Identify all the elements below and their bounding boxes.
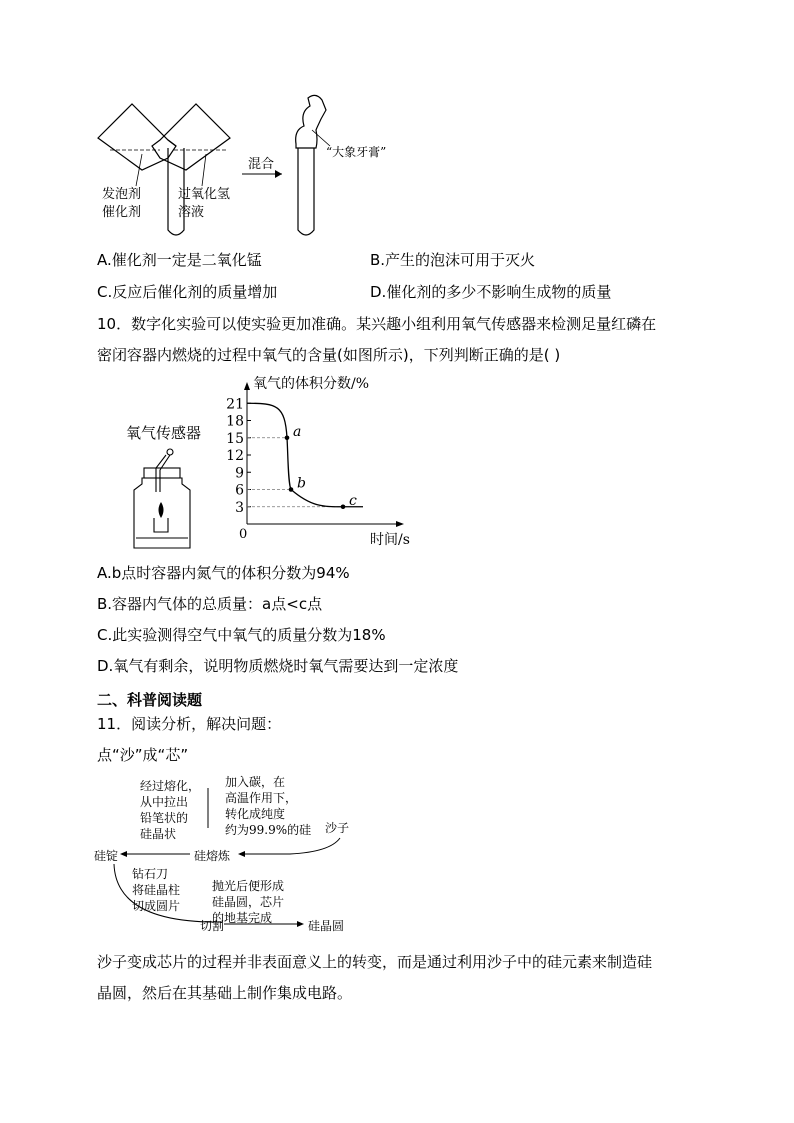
label-ingot: 硅锭 bbox=[94, 849, 119, 863]
point-c bbox=[341, 504, 346, 509]
q11-stem: 11．阅读分析，解决问题： bbox=[97, 715, 282, 733]
label-foaming-agent: 发泡剂 bbox=[102, 187, 142, 202]
q9-option-b: B.产生的泡沫可用于灭火 bbox=[370, 251, 536, 269]
oxygen-sensor-apparatus bbox=[120, 410, 230, 560]
note-polish-1: 抛光后便形成 bbox=[212, 879, 285, 893]
note-carbon-3: 转化成纯度 bbox=[225, 807, 286, 821]
y-tick-label-3: 3 bbox=[235, 499, 244, 516]
note-polish-2: 硅晶圆，芯片 bbox=[212, 895, 285, 909]
paragraph-line2: 晶圆，然后在其基础上制作集成电路。 bbox=[97, 984, 353, 1002]
q10-option-d: D.氧气有剩余，说明物质燃烧时氧气需要达到一定浓度 bbox=[97, 657, 459, 675]
note-polish-3: 的地基完成 bbox=[212, 911, 273, 925]
q10-option-a: A.b点时容器内氮气的体积分数为94% bbox=[97, 564, 350, 582]
point-label-b: b bbox=[297, 475, 306, 492]
sand-to-chip-flow bbox=[90, 770, 380, 940]
y-tick-label-6: 6 bbox=[235, 482, 244, 499]
oxygen-volume-chart bbox=[225, 372, 410, 550]
note-melt-4: 硅晶状 bbox=[140, 827, 177, 841]
label-mix: 混合 bbox=[248, 157, 275, 172]
q9-option-c: C.反应后催化剂的质量增加 bbox=[97, 283, 278, 301]
q9-option-a: A.催化剂一定是二氧化锰 bbox=[97, 251, 262, 269]
note-melt-3: 铅笔状的 bbox=[140, 811, 189, 825]
right-beaker bbox=[152, 104, 230, 170]
chart-ylabel: 氧气的体积分数/% bbox=[253, 376, 370, 392]
q10-stem-line2: 密闭容器内燃烧的过程中氧气的含量(如图所示)，下列判断正确的是( ) bbox=[97, 346, 561, 364]
label-wafer: 硅晶圆 bbox=[308, 919, 345, 933]
note-cut-1: 钻石刀 bbox=[132, 867, 169, 881]
q11-subtitle: 点“沙”成“芯” bbox=[97, 746, 189, 764]
note-cut-3: 切成圆片 bbox=[132, 899, 181, 913]
label-elephant-toothpaste: “大象牙膏” bbox=[326, 145, 387, 159]
x-axis-arrow bbox=[396, 521, 404, 527]
paragraph-line1: 沙子变成芯片的过程并非表面意义上的转变，而是通过利用沙子中的硅元素来制造硅 bbox=[97, 953, 653, 971]
label-sand: 沙子 bbox=[325, 821, 350, 835]
y-tick-label-18: 18 bbox=[226, 413, 244, 430]
label-solution: 溶液 bbox=[178, 205, 205, 220]
label-catalyst: 催化剂 bbox=[102, 205, 142, 220]
y-tick-label-9: 9 bbox=[235, 465, 244, 482]
point-label-a: a bbox=[293, 423, 302, 440]
chart-xlabel: 时间/s bbox=[370, 532, 410, 548]
label-cut: 切割 bbox=[200, 919, 225, 933]
q9-option-d: D.催化剂的多少不影响生成物的质量 bbox=[370, 283, 612, 301]
label-oxygen-sensor: 氧气传感器 bbox=[126, 424, 202, 442]
y-tick-label-12: 12 bbox=[226, 448, 244, 464]
section-title: 二、科普阅读题 bbox=[97, 691, 203, 709]
elephant-toothpaste-figure bbox=[90, 90, 420, 250]
note-carbon-2: 高温作用下， bbox=[225, 791, 298, 805]
foam bbox=[296, 95, 326, 148]
note-melt-2: 从中拉出 bbox=[140, 795, 189, 809]
note-melt-1: 经过熔化， bbox=[140, 779, 201, 793]
label-h2o2: 过氧化氢 bbox=[178, 187, 231, 202]
point-b bbox=[289, 487, 294, 492]
q10-stem-line1: 10．数字化实验可以使实验更加准确。某兴趣小组利用氧气传感器来检测足量红磷在 bbox=[97, 315, 657, 333]
point-label-c: c bbox=[349, 492, 357, 509]
q10-option-c: C.此实验测得空气中氧气的质量分数为18% bbox=[97, 626, 386, 644]
note-carbon-1: 加入碳，在 bbox=[225, 775, 286, 789]
point-a bbox=[285, 435, 290, 440]
q10-option-b: B.容器内气体的总质量：a点<c点 bbox=[97, 595, 323, 613]
note-carbon-4: 约为99.9%的硅 bbox=[225, 823, 312, 837]
label-melt: 硅熔炼 bbox=[194, 849, 231, 863]
y-tick-label-21: 21 bbox=[226, 396, 244, 413]
y-tick-label-15: 15 bbox=[226, 430, 244, 447]
note-cut-2: 将硅晶柱 bbox=[132, 883, 181, 897]
y-axis-arrow bbox=[244, 382, 250, 390]
result-test-tube bbox=[298, 148, 314, 235]
chart-origin: 0 bbox=[239, 527, 248, 542]
